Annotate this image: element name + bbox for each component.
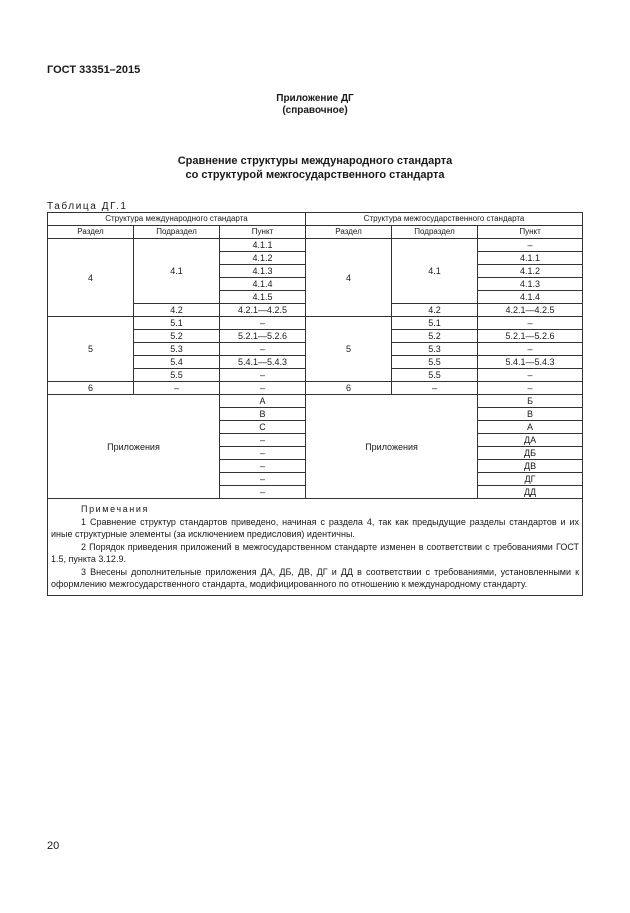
table-cell: 5.2 [392, 330, 478, 343]
table-row [48, 499, 583, 596]
table-cell: – [220, 473, 306, 486]
note-item: 1 Сравнение структур стандартов приведено, начиная с раздела 4, так как предыдущие разделы стандартов и их иные структурные элементы (за исключением предисловия) идентичны. [51, 516, 580, 539]
table-row [48, 239, 583, 252]
table-cell: 5.5 [392, 356, 478, 369]
table-cell: – [478, 369, 583, 382]
table-cell: 5.2.1—5.2.6 [220, 330, 306, 343]
table-cell: – [220, 369, 306, 382]
table-cell: 4.1.3 [220, 265, 306, 278]
notes-title: Примечания [81, 504, 149, 514]
document-title-line-1: Сравнение структуры международного стандарта [177, 155, 453, 167]
standard-code: ГОСТ 33351–2015 [47, 64, 141, 76]
table-row [48, 382, 583, 395]
column-header: Раздел [48, 226, 134, 239]
table-cell: 5.4 [134, 356, 220, 369]
structure-comparison-table [47, 212, 583, 596]
table-cell: – [220, 343, 306, 356]
table-cell: – [220, 317, 306, 330]
table-cell: 5.4.1—5.4.3 [220, 356, 306, 369]
table-cell: 4.2.1—4.2.5 [478, 304, 583, 317]
table-cell: ДБ [478, 447, 583, 460]
table-row [48, 395, 583, 408]
appendix-title: Приложение ДГ [276, 93, 354, 104]
table-cell: 5.3 [134, 343, 220, 356]
table-notes [48, 499, 583, 596]
table-cell: А [478, 421, 583, 434]
table-cell: – [478, 343, 583, 356]
table-cell: 5.5 [134, 369, 220, 382]
table-cell: 5 [48, 317, 134, 382]
table-cell: 4.2 [392, 304, 478, 317]
table-cell: – [478, 382, 583, 395]
table-cell: 4.2.1—4.2.5 [220, 304, 306, 317]
table-cell: 4 [306, 239, 392, 317]
table-cell: – [478, 317, 583, 330]
table-cell: ДГ [478, 473, 583, 486]
table-row [48, 213, 583, 226]
table-cell: С [220, 421, 306, 434]
table-cell: В [220, 408, 306, 421]
table-cell: ДА [478, 434, 583, 447]
table-cell: 4.1.1 [478, 252, 583, 265]
table-cell: 4.1.2 [220, 252, 306, 265]
note-item: 3 Внесены дополнительные приложения ДА, ДБ, ДВ, ДГ и ДД в соответствии с требованиями, установленными к оформлению межгосударственного стандарта, модифицированного по отношению к международному стандарту. [51, 566, 580, 589]
column-header: Подраздел [392, 226, 478, 239]
page-number: 20 [47, 840, 60, 852]
table-row [48, 317, 583, 330]
table-cell: 4.1 [134, 239, 220, 304]
table-cell: 6 [306, 382, 392, 395]
table-cell: – [220, 434, 306, 447]
table-cell: – [392, 382, 478, 395]
table-cell: 4.2 [134, 304, 220, 317]
table-cell: – [134, 382, 220, 395]
column-header: Подраздел [134, 226, 220, 239]
table-cell: – [220, 460, 306, 473]
table-cell: Приложения [306, 395, 478, 499]
table-cell: ДД [478, 486, 583, 499]
table-cell: В [478, 408, 583, 421]
table-cell: – [478, 239, 583, 252]
table-cell: 6 [48, 382, 134, 395]
appendix-heading [0, 93, 630, 117]
table-cell: 4.1.5 [220, 291, 306, 304]
table-cell: 4.1.4 [220, 278, 306, 291]
table-cell: 5 [306, 317, 392, 382]
table-cell: 5.2 [134, 330, 220, 343]
appendix-subtitle: (справочное) [282, 105, 348, 116]
table-cell: ДВ [478, 460, 583, 473]
table-cell: А [220, 395, 306, 408]
document-title-line-2: со структурой межгосударственного стандарта [185, 169, 445, 181]
table-label: Таблица ДГ.1 [47, 201, 128, 212]
table-cell: 4 [48, 239, 134, 317]
group-header-international: Структура международного стандарта [48, 213, 306, 226]
table-cell: – [220, 447, 306, 460]
table-cell: 5.5 [392, 369, 478, 382]
table-cell: 5.3 [392, 343, 478, 356]
column-header: Пункт [478, 226, 583, 239]
table-cell: 4.1.1 [220, 239, 306, 252]
column-header: Раздел [306, 226, 392, 239]
table-cell: 5.1 [134, 317, 220, 330]
group-header-interstate: Структура межгосударственного стандарта [306, 213, 583, 226]
table-cell: 5.4.1—5.4.3 [478, 356, 583, 369]
note-item: 2 Порядок приведения приложений в межгосударственном стандарте изменен в соответствии с требованиями ГОСТ 1.5, пункта 3.12.9. [51, 541, 580, 564]
table-cell: Приложения [48, 395, 220, 499]
table-cell: 4.1.2 [478, 265, 583, 278]
table-cell: – [220, 382, 306, 395]
document-title [0, 154, 630, 182]
table-cell: 4.1.3 [478, 278, 583, 291]
table-cell: – [220, 486, 306, 499]
column-header: Пункт [220, 226, 306, 239]
table-row [48, 226, 583, 239]
table-cell: 5.1 [392, 317, 478, 330]
table-cell: 4.1.4 [478, 291, 583, 304]
table-cell: Б [478, 395, 583, 408]
table-cell: 5.2.1—5.2.6 [478, 330, 583, 343]
table-cell: 4.1 [392, 239, 478, 304]
